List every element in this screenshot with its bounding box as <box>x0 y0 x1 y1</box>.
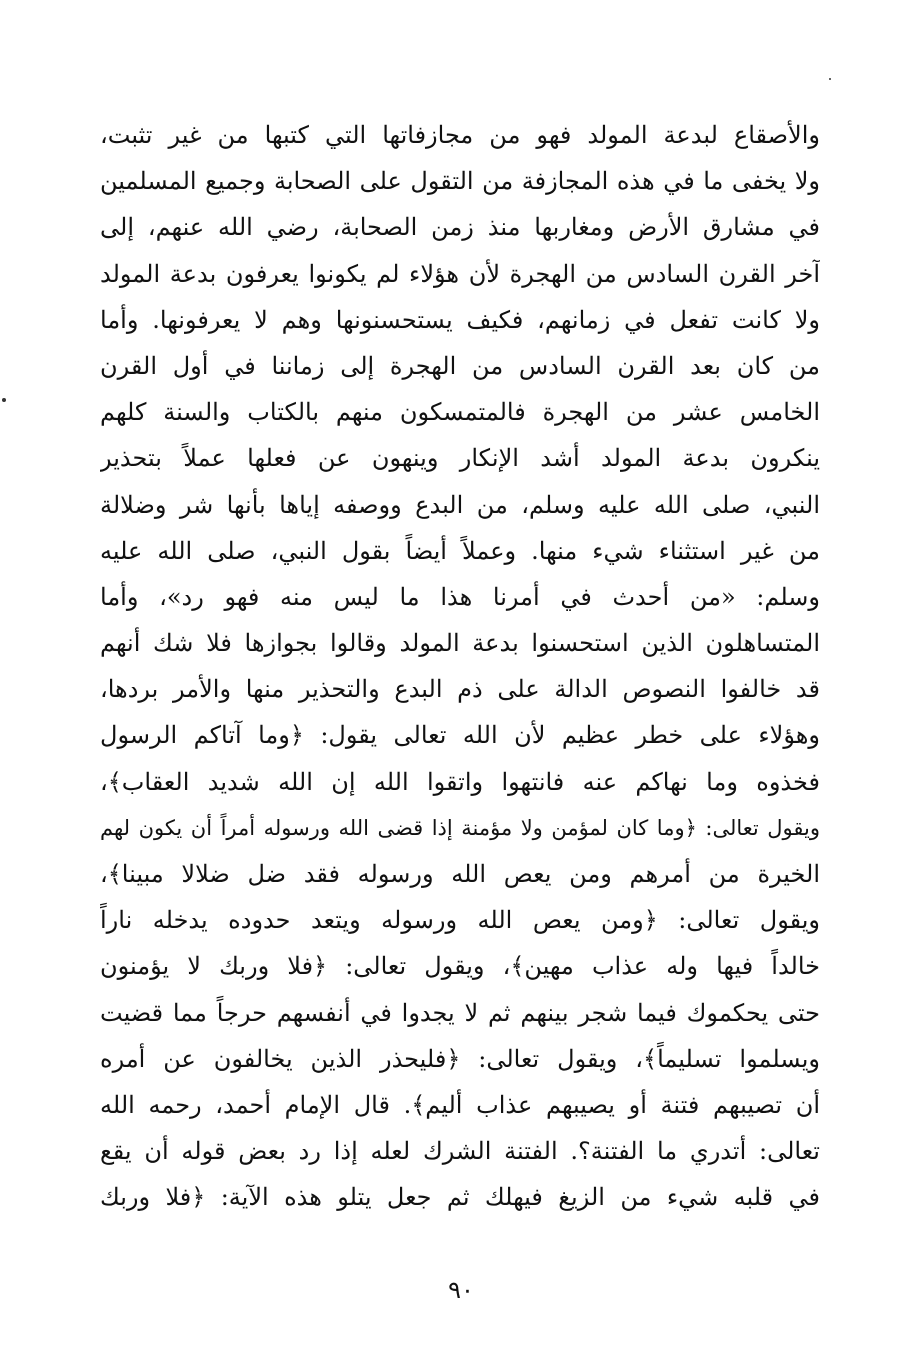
text-line: ويقول تعالى: ﴿ومن يعص الله ورسوله ويتعد حدوده يدخله ناراً <box>100 906 820 935</box>
text-line: من غير استثناء شيء منها. وعملاً أيضاً بقول النبي، صلى الله عليه <box>100 536 820 565</box>
scan-speck <box>2 398 6 402</box>
body-text <box>100 112 820 1221</box>
text-line: خالداً فيها وله عذاب مهين﴾، ويقول تعالى: ﴿فلا وربك لا يؤمنون <box>100 952 820 981</box>
text-line: وسلم: «من أحدث في أمرنا هذا ما ليس منه فهو رد»، وأما <box>100 582 820 611</box>
text-line: حتى يحكموك فيما شجر بينهم ثم لا يجدوا في أنفسهم حرجاً مما قضيت <box>100 998 820 1027</box>
text-line: آخر القرن السادس من الهجرة لأن هؤلاء لم يكونوا يعرفون بدعة المولد <box>100 259 820 288</box>
text-line: أن تصيبهم فتنة أو يصيبهم عذاب أليم﴾. قال الإمام أحمد، رحمه الله <box>100 1090 820 1119</box>
text-line: النبي، صلى الله عليه وسلم، من البدع ووصفه إياها بأنها شر وضلالة <box>100 490 820 519</box>
text-line: ويقول تعالى: ﴿وما كان لمؤمن ولا مؤمنة إذا قضى الله ورسوله أمراً أن يكون لهم <box>100 815 820 840</box>
text-line: الخيرة من أمرهم ومن يعص الله ورسوله فقد ضل ضلالا مبينا﴾، <box>100 860 820 888</box>
scan-speck <box>829 78 831 80</box>
text-line: فخذوه وما نهاكم عنه فانتهوا واتقوا الله إن الله شديد العقاب﴾، <box>100 767 820 796</box>
text-line: قد خالفوا النصوص الدالة على ذم البدع والتحذير منها والأمر بردها، <box>100 675 820 704</box>
text-line: الخامس عشر من الهجرة فالمتمسكون منهم بالكتاب والسنة كلهم <box>100 398 820 427</box>
text-line: ولا كانت تفعل في زمانهم، فكيف يستحسنونها وهم لا يعرفونها. وأما <box>100 305 820 334</box>
text-line: في مشارق الأرض ومغاربها منذ زمن الصحابة، رضي الله عنهم، إلى <box>100 213 820 242</box>
text-line: وهؤلاء على خطر عظيم لأن الله تعالى يقول: ﴿وما آتاكم الرسول <box>100 721 820 750</box>
page-number: ٩٠ <box>448 1276 474 1304</box>
text-line: ولا يخفى ما في هذه المجازفة من التقول على الصحابة وجميع المسلمين <box>100 167 820 196</box>
text-line: في قلبه شيء من الزيغ فيهلك ثم جعل يتلو هذه الآية: ﴿فلا وربك <box>100 1183 820 1212</box>
text-line: ينكرون بدعة المولد أشد الإنكار وينهون عن فعلها عملاً بتحذير <box>100 444 820 473</box>
text-line: ويسلموا تسليماً﴾، ويقول تعالى: ﴿فليحذر الذين يخالفون عن أمره <box>100 1044 820 1073</box>
text-line: المتساهلون الذين استحسنوا بدعة المولد وقالوا بجوازها فلا شك أنهم <box>100 629 820 658</box>
text-line: تعالى: أتدري ما الفتنة؟. الفتنة الشرك لعله إذا رد بعض قوله أن يقع <box>100 1137 820 1166</box>
text-line: والأصقاع لبدعة المولد فهو من مجازفاتها التي كتبها من غير تثبت، <box>100 121 820 149</box>
text-line: من كان بعد القرن السادس من الهجرة إلى زماننا في أول القرن <box>100 351 820 380</box>
